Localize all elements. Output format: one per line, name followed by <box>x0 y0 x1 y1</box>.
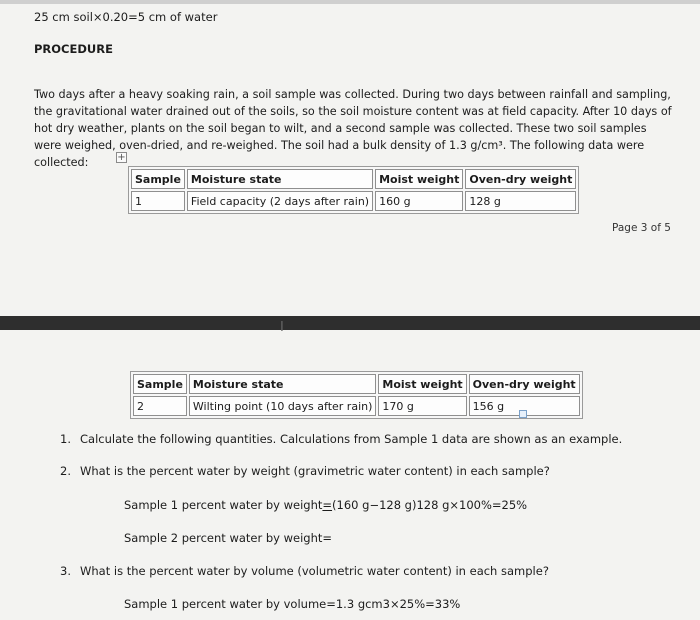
cell-oven-dry-weight: 128 g <box>465 191 576 211</box>
header-moist-weight: Moist weight <box>375 169 463 189</box>
question-text: What is the percent water by weight (gravimetric water content) in each sample? <box>80 464 550 478</box>
data-table-sample-2 <box>130 371 583 419</box>
header-moisture-state: Moisture state <box>187 169 373 189</box>
question-2 <box>60 464 550 478</box>
page-divider <box>0 316 700 330</box>
answer-sample1-volume: Sample 1 percent water by volume=1.3 gcm3×25%=33% <box>124 597 461 611</box>
data-table-sample-1 <box>128 166 579 214</box>
header-sample: Sample <box>131 169 185 189</box>
header-moist-weight: Moist weight <box>378 374 466 394</box>
table-expand-icon[interactable]: + <box>117 152 126 163</box>
procedure-heading: PROCEDURE <box>34 42 113 56</box>
cell-moist-weight: 160 g <box>375 191 463 211</box>
answer-label: Sample 1 percent water by weight <box>124 498 323 512</box>
question-text: What is the percent water by volume (volumetric water content) in each sample? <box>80 564 549 578</box>
answer-formula: (160 g−128 g)128 g×100%=25% <box>332 498 528 512</box>
header-oven-dry-weight: Oven-dry weight <box>469 374 580 394</box>
question-text: Calculate the following quantities. Calculations from Sample 1 data are shown as an example. <box>80 432 623 446</box>
answer-sample1-weight <box>124 498 527 512</box>
table-row <box>131 191 576 211</box>
cell-moisture-state: Field capacity (2 days after rain) <box>187 191 373 211</box>
header-sample: Sample <box>133 374 187 394</box>
cell-moist-weight: 170 g <box>378 396 466 416</box>
header-moisture-state: Moisture state <box>189 374 376 394</box>
page-number-label: Page 3 of 5 <box>612 222 671 234</box>
procedure-paragraph: Two days after a heavy soaking rain, a soil sample was collected. During two days between rainfall and sampling, the gravitational water drained out of the soils, so the soil moisture content was at field capacity. After 10 days of hot dry weather, plants on the soil began to wilt, and a second sample was collected. These two soil samples were weighed, oven-dried, and re-weighed. The soil had a bulk density of 1.3 g/cm³. The following data were collected: <box>34 88 672 169</box>
table-resize-handle[interactable] <box>519 410 527 418</box>
table-header-row <box>133 374 580 394</box>
answer-sample2-weight: Sample 2 percent water by weight= <box>124 531 333 545</box>
cell-sample: 1 <box>131 191 185 211</box>
top-calculation-line: 25 cm soil×0.20=5 cm of water <box>34 10 218 24</box>
question-number: 1. <box>60 432 71 446</box>
cell-oven-dry-weight: 156 g <box>469 396 580 416</box>
text-cursor-icon: I <box>280 320 284 335</box>
cell-sample: 2 <box>133 396 187 416</box>
question-1 <box>60 432 622 446</box>
header-oven-dry-weight: Oven-dry weight <box>465 169 576 189</box>
question-3 <box>60 564 549 578</box>
question-number: 2. <box>60 464 71 478</box>
cell-moisture-state: Wilting point (10 days after rain) <box>189 396 376 416</box>
table-header-row <box>131 169 576 189</box>
question-number: 3. <box>60 564 71 578</box>
top-border <box>0 0 700 4</box>
answer-equals: = <box>322 498 333 512</box>
table-row <box>133 396 580 416</box>
